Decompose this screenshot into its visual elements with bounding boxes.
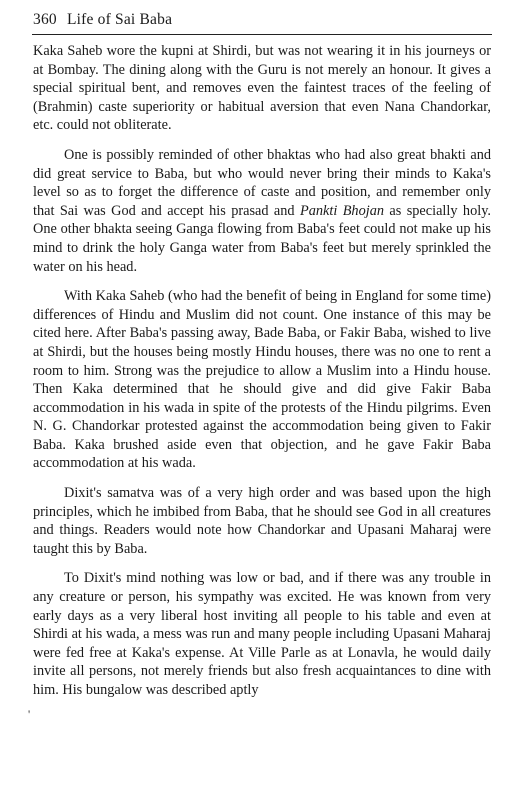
paragraph-3: With Kaka Saheb (who had the benefit of being in England for some time) differences of Hindu and Muslim did not count. One instance of this may be cited here. After Baba's passing away, Bade Baba, or Fakir Baba, wished to live at Shirdi, but the houses being mostly Hindu houses, there was no one to rent a room to him. Strong was the prejudice to allow a Muslim into a Hindu house. Then Kaka determined that he should give and did give Fakir Baba accommodation in his wada in spite of the protests of the Hindu pilgrims. Even N. G. Chandorkar protested against the accommodation being given to Fakir Baba. Kaka brushed aside even that objection, and he gave Fakir Baba accommodation at his wada.: [33, 288, 491, 472]
paragraph-1: Kaka Saheb wore the kupni at Shirdi, but was not wearing it in his journeys or at Bombay. The dining along with the Guru is not merely an honour. It gives a special spiritual bent, and removes even the faintest traces of the feeling of (Brahmin) caste superiority or habitual aversion that even Nana Chandorkar, etc. could not obliterate.: [33, 43, 491, 134]
margin-mark: ': [28, 707, 31, 721]
paragraph-2-text-b: as specially holy. One other bhakta seeing Ganga flowing from Baba's feet could not make up his mind to drink the holy Ganga water from Baba's feet but merely sprinkled the water on his head.: [33, 202, 491, 275]
paragraph-5: To Dixit's mind nothing was low or bad, and if there was any trouble in any creature or person, his sympathy was excited. He was known from very early days as a very liberal host inviting all people to his table and even at Shirdi at his wada, a mess was run and many people including Upasani Maharaj were fed free at Kaka's expense. At Ville Parle as at Lonavla, he would daily invite all persons, not merely friends but also fresh acquaintances to dine with him. His bungalow was described aptly: [33, 570, 491, 698]
paragraph-4: Dixit's samatva was of a very high order and was based upon the high principles, which he imbibed from Baba, that he should see God in all creatures and things. Readers would note how Chandorkar and Upasani Maharaj were taught this by Baba.: [33, 485, 491, 557]
header-rule: [32, 34, 492, 35]
running-header: [33, 11, 172, 29]
paragraph-2: [33, 146, 491, 276]
page-number: 360: [33, 11, 57, 28]
running-title: Life of Sai Baba: [66, 11, 173, 28]
paragraph-2-text-a: One is possibly reminded of other bhaktas who had also great bhakti and did great service to Baba, but who would never bring their minds to Kaka's level so as to forget the difference of caste and position, and remember only that Sai was God and accept his prasad and: [33, 146, 491, 219]
page-body: [33, 36, 491, 700]
paragraph-2-italic-term: Pankti Bhojan: [299, 202, 384, 219]
